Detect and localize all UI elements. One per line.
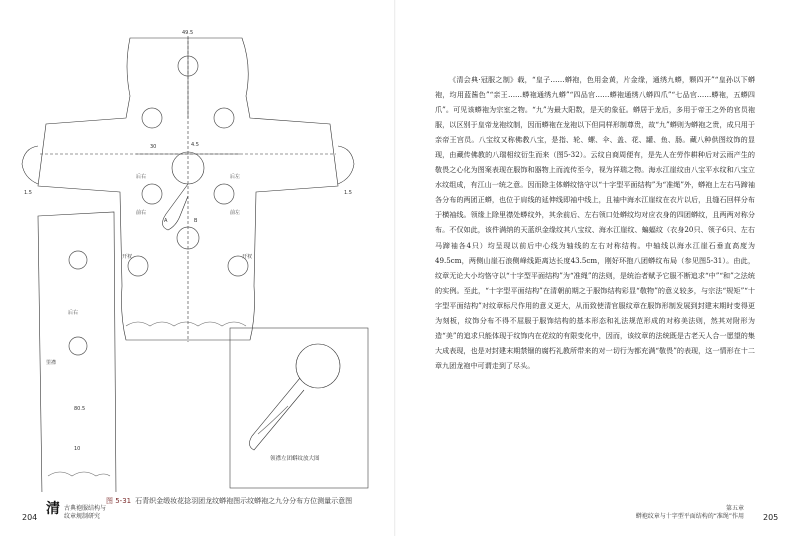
chapter-label: 第五章 <box>725 505 744 512</box>
label-front-right: 前右 <box>136 210 147 216</box>
paragraph: 《清会典·冠服之制》载，“皇子……蟒袍，色用金黄，片金缘，通绣九蟒，颗四开”“皇孙以下蟒袍，均用蓝酱色”“亲王……蟒袍通绣九蟒”“四品官……蟒袍通绣八蟒四爪”“七品官……蟒袍，五蟒四爪”。可见该蟒袍为宗室之物。“九”为最大阳数，是天的象征。蟒居于龙后，多用于帝王之外的官员袍服，以区别于皇帝龙袍纹制，因而蟒袍在龙袍以下但同样形制尊贵，故“九”蟒则为蟒袍之贵，成只用于亲帝王宫员。八宝纹又称佛教八宝，是指、轮、螺、伞、盖、花、罐、鱼、肠。藏八种供图纹饰的显现，由藏传佛教的八瑞相纹衍生而来（图5-32）。云纹自商周便有，是先人在劳作耕种后对云雨产生的敬畏之心化为图案表现在服饰和器物上而流传至今，视为祥瑞之物。海水江崖纹由八宝平水纹和八宝立水纹组成，有江山一统之意。因而除主体蟒纹恪守以“十字型平面结构”为“准绳”外，蟒袍上左右马蹄袖各分布的两团正蟒，也位于肩线的延伸线即袖中线上，且袖中海水江崖纹在衣片以后，且缝石回样分布于横袖线。领缘上除里襟处蟒纹外，其余前后、左右领口处蟒纹均对应衣身的四团蟒纹，且两两对称分布。不仅如此，该件满纳的天蓝织金缘纹其八宝纹、海水江崖纹、蝙蝠纹（衣身20只、领子6只、左右马蹄袖各4只）均呈现以前后中心线为轴线的左右对称结构。中轴线以海水江崖石垂直高度为49.5cm，两侧山崖石浪侧峰线距离达长度43.5cm，刚好环抱八团蟒纹布局（参见图5-31）。由此，纹章无论大小均恪守以“十字型平面结构”为“准绳”的法则，是统治者赋予它服不断追求“中”“和”之法统的实例。至此，“十字型平面结构”在清朝前期之于服饰结构彩显“敬物”的意义较多，与宗法“规矩”“十字型平面结构”对纹章标尺作用的意义更大，从而致使清官服纹章在服饰形制发展到封建末期时变得更为刻板，纹饰分布不得不屈服于服饰结构的基本形态和礼法规范形成的对称美法则，然其对附形为造“美”的追求只能体现于纹饰内在花纹的有限变化中，因而，该纹章的法统既是古老天人合一愿望的集大成表现，也是对封建末期禁锢的腐朽礼教所带来的对一切行为都充满“敬畏”的表现，这一情形在十二章九团龙袍中可谓走到了尽头。 <box>435 75 755 370</box>
running-head-char: 清 <box>46 501 60 517</box>
page-number-right: 205 <box>763 513 779 522</box>
label-back-right: 后右 <box>136 174 147 180</box>
body-text <box>435 72 755 373</box>
label-front-left: 前左 <box>230 210 241 216</box>
label-center-measure: 4.5 <box>191 142 199 148</box>
running-head-line-1: 古典袍服结构与 <box>64 505 107 512</box>
label-inner-panel: 里襟 <box>46 360 57 366</box>
label-slit-right: 开衩 <box>242 254 253 260</box>
label-measure-low-2: 10 <box>74 446 81 452</box>
label-slit-left: 开衩 <box>122 254 133 260</box>
running-head-right <box>636 505 744 521</box>
running-head-line-2: 纹章规制研究 <box>64 513 101 520</box>
label-b: B <box>194 218 198 224</box>
label-cuff-right: 1.5 <box>344 190 352 196</box>
page-number-left: 204 <box>22 513 38 522</box>
label-back-left: 后左 <box>230 174 241 180</box>
detail-label: 领襟左团蟒纹放大图 <box>270 456 320 462</box>
chapter-title: 蟒袍纹章与十字型平面结构的“准绳”作用 <box>635 513 744 520</box>
label-cuff-left: 1.5 <box>24 190 32 196</box>
label-top-measure: 49.5 <box>182 30 194 36</box>
label-width-measure: 30 <box>150 144 157 150</box>
right-page <box>395 0 790 536</box>
label-panel-back: 后右 <box>68 310 79 316</box>
running-head-left <box>46 501 107 521</box>
label-measure-low-1: 80.5 <box>74 406 86 412</box>
pattern-diagram <box>18 26 378 492</box>
figure-caption <box>106 496 352 506</box>
figure-number: 图 5-31 <box>106 497 132 505</box>
figure-title: 石青织金缎妆花捻羽团龙纹蟒袍图示纹蟒袍之九分分布方位测量示意图 <box>135 497 353 505</box>
label-a: A <box>164 218 168 224</box>
